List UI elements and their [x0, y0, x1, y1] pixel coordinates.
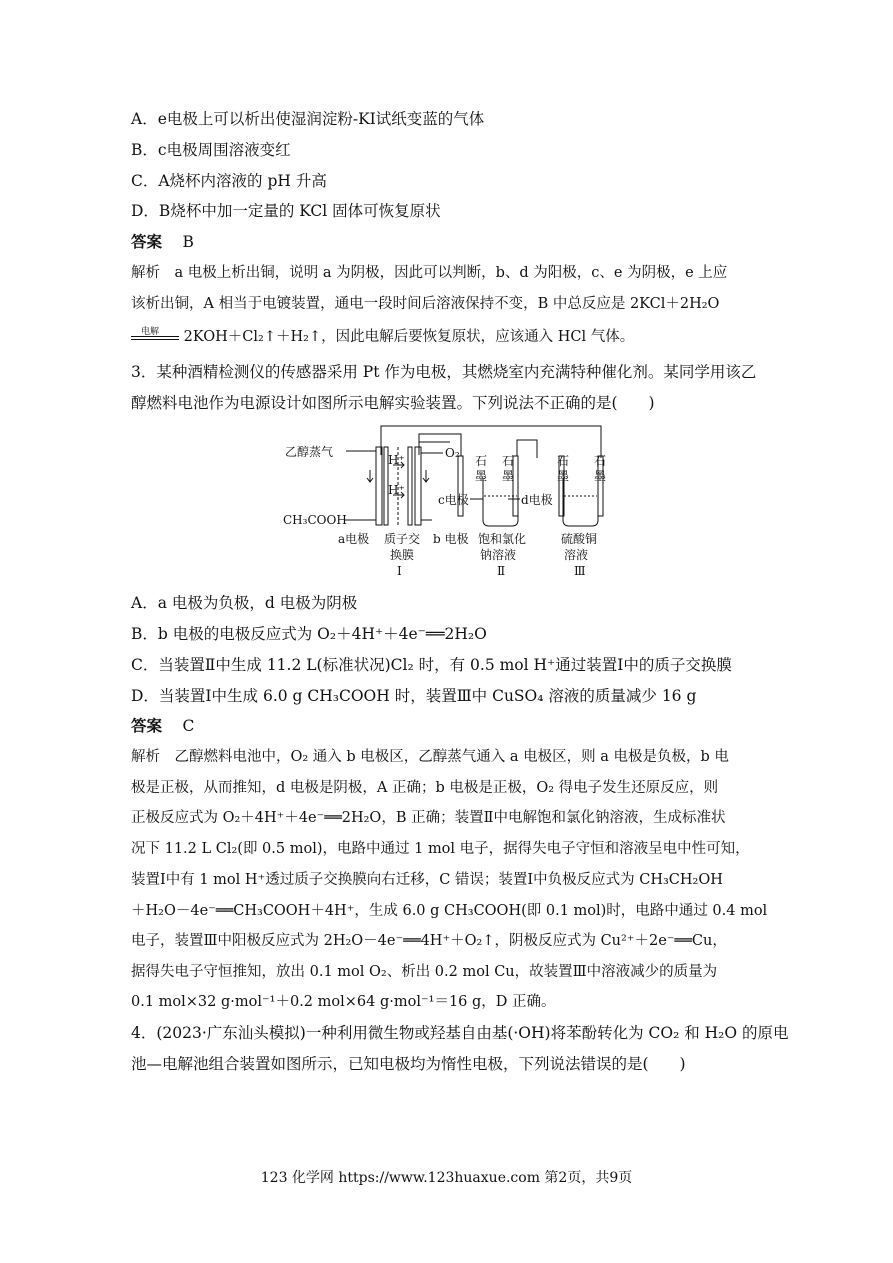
q3-analysis-line-6: ＋H₂O－4e⁻══CH₃COOH＋4H⁺，生成 6.0 g CH₃COOH(即 0.1 mol)时，电路中通过 0.4 mol	[131, 903, 768, 919]
label-a-electrode: a电极	[338, 532, 370, 546]
q2-answer	[131, 232, 771, 252]
label-o2: O₂	[445, 446, 460, 460]
label-cuso4-1: 硫酸铜	[561, 532, 598, 546]
q4-stem-line-2: 池—电解池组合装置如图所示，已知电极均为惰性电极，下列说法错误的是( )	[131, 1055, 686, 1073]
label-graphite-3a: 石	[557, 454, 570, 468]
label-num-2: Ⅱ	[497, 564, 506, 578]
label-graphite-1a: 石	[475, 454, 488, 468]
label-c-electrode: c电极	[438, 493, 469, 507]
label-d-electrode: d电极	[521, 493, 553, 507]
label-membrane-1: 质子交	[384, 532, 421, 546]
answer-value: C	[182, 717, 195, 735]
q3-option-d: D．当装置Ⅰ中生成 6.0 g CH₃COOH 时，装置Ⅲ中 CuSO₄ 溶液的质量减少 16 g	[131, 687, 697, 705]
q3-analysis-line-1: 解析 乙醇燃料电池中，O₂ 通入 b 电极区，乙醇蒸气通入 a 电极区，则 a 电极是负极，b 电	[131, 749, 729, 765]
label-h-plus-2: H⁺	[388, 483, 405, 497]
q2-option-c: C．A烧杯内溶液的 pH 升高	[131, 172, 327, 190]
answer-label: 答案	[131, 232, 163, 251]
label-nacl-1: 饱和氯化	[478, 532, 527, 546]
answer-value: B	[182, 233, 194, 251]
q3-stem-line-1: 3．某种酒精检测仪的传感器采用 Pt 作为电极，其燃烧室内充满特种催化剂。某同学用该乙	[131, 363, 757, 381]
q2-option-b: B．c电极周围溶液变红	[131, 141, 291, 159]
page-footer: 123 化学网 https://www.123huaxue.com 第2页，共9页	[260, 1170, 633, 1186]
label-num-1: Ⅰ	[397, 564, 402, 578]
label-acetic-acid: CH₃COOH	[283, 513, 347, 527]
q3-analysis-line-9: 0.1 mol×32 g·mol⁻¹＋0.2 mol×64 g·mol⁻¹＝16 g，D 正确。	[131, 994, 556, 1010]
q2-analysis-line-3	[131, 327, 771, 347]
label-ethanol: 乙醇蒸气	[285, 445, 334, 459]
q3-analysis-line-4: 况下 11.2 L Cl₂(即 0.5 mol)，电路中通过 1 mol 电子，据得失电子守恒和溶液呈电中性可知，	[131, 841, 750, 857]
q3-analysis-line-5: 装置Ⅰ中有 1 mol H⁺透过质子交换膜向右迁移，C 错误；装置Ⅰ中负极反应式为 CH₃CH₂OH	[131, 872, 723, 888]
q3-option-b: B．b 电极的电极反应式为 O₂＋4H⁺＋4e⁻══2H₂O	[131, 625, 487, 643]
label-num-3: Ⅲ	[574, 564, 586, 578]
electrolysis-arrow	[131, 327, 179, 340]
label-graphite-2b: 墨	[502, 469, 515, 483]
label-h-plus-1: H⁺	[388, 453, 405, 467]
q3-analysis-line-8: 据得失电子守恒推知，放出 0.1 mol O₂、析出 0.2 mol Cu，故装置Ⅲ中溶液减少的质量为	[131, 964, 718, 980]
q3-stem-line-2: 醇燃料电池作为电源设计如图所示电解实验装置。下列说法不正确的是( )	[131, 394, 655, 412]
q4-stem-line-1: 4．(2023·广东汕头模拟)一种利用微生物或羟基自由基(·OH)将苯酚转化为 CO₂ 和 H₂O 的原电	[131, 1024, 789, 1042]
label-nacl-2: 钠溶液	[480, 548, 517, 562]
electrolysis-diagram	[280, 420, 620, 585]
electrolysis-label: 电解	[141, 327, 160, 337]
q2-analysis-line-2: 该析出铜，A 相当于电镀装置，通电一段时间后溶液保持不变，B 中总反应是 2KCl＋2H₂O	[131, 296, 720, 312]
label-graphite-2a: 石	[502, 454, 515, 468]
q2-option-d: D．B烧杯中加一定量的 KCl 固体可恢复原状	[131, 202, 441, 220]
q2-analysis-line-1: 解析 a 电极上析出铜，说明 a 为阴极，因此可以判断，b、d 为阳极，c、e 为阴极，e 上应	[131, 265, 728, 281]
label-graphite-3b: 墨	[557, 469, 570, 483]
label-b-electrode: b 电极	[433, 532, 469, 546]
label-graphite-1b: 墨	[475, 469, 488, 483]
q3-analysis-line-7: 电子，装置Ⅲ中阳极反应式为 2H₂O－4e⁻══4H⁺＋O₂↑，阴极反应式为 Cu²⁺＋2e⁻══Cu，	[131, 933, 727, 949]
q2-analysis-line-3-text: 2KOH＋Cl₂↑＋H₂↑，因此电解后要恢复原状，应该通入 HCl 气体。	[183, 329, 635, 345]
label-graphite-4b: 墨	[594, 469, 607, 483]
q3-analysis-line-2: 极是正极，从而推知，d 电极是阴极，A 正确；b 电极是正极，O₂ 得电子发生还原反应，则	[131, 780, 719, 796]
q3-analysis-line-3: 正极反应式为 O₂＋4H⁺＋4e⁻══2H₂O，B 正确；装置Ⅱ中电解饱和氯化钠溶液，生成标准状	[131, 810, 726, 826]
q3-answer	[131, 716, 771, 736]
q3-option-c: C．当装置Ⅱ中生成 11.2 L(标准状况)Cl₂ 时，有 0.5 mol H⁺通过装置Ⅰ中的质子交换膜	[131, 656, 732, 674]
label-graphite-4a: 石	[594, 454, 607, 468]
label-membrane-2: 换膜	[390, 548, 415, 562]
label-cuso4-2: 溶液	[564, 548, 589, 562]
answer-label: 答案	[131, 716, 163, 735]
q3-option-a: A．a 电极为负极，d 电极为阴极	[131, 594, 358, 612]
q2-option-a: A．e电极上可以析出使湿润淀粉-KI试纸变蓝的气体	[131, 110, 485, 128]
